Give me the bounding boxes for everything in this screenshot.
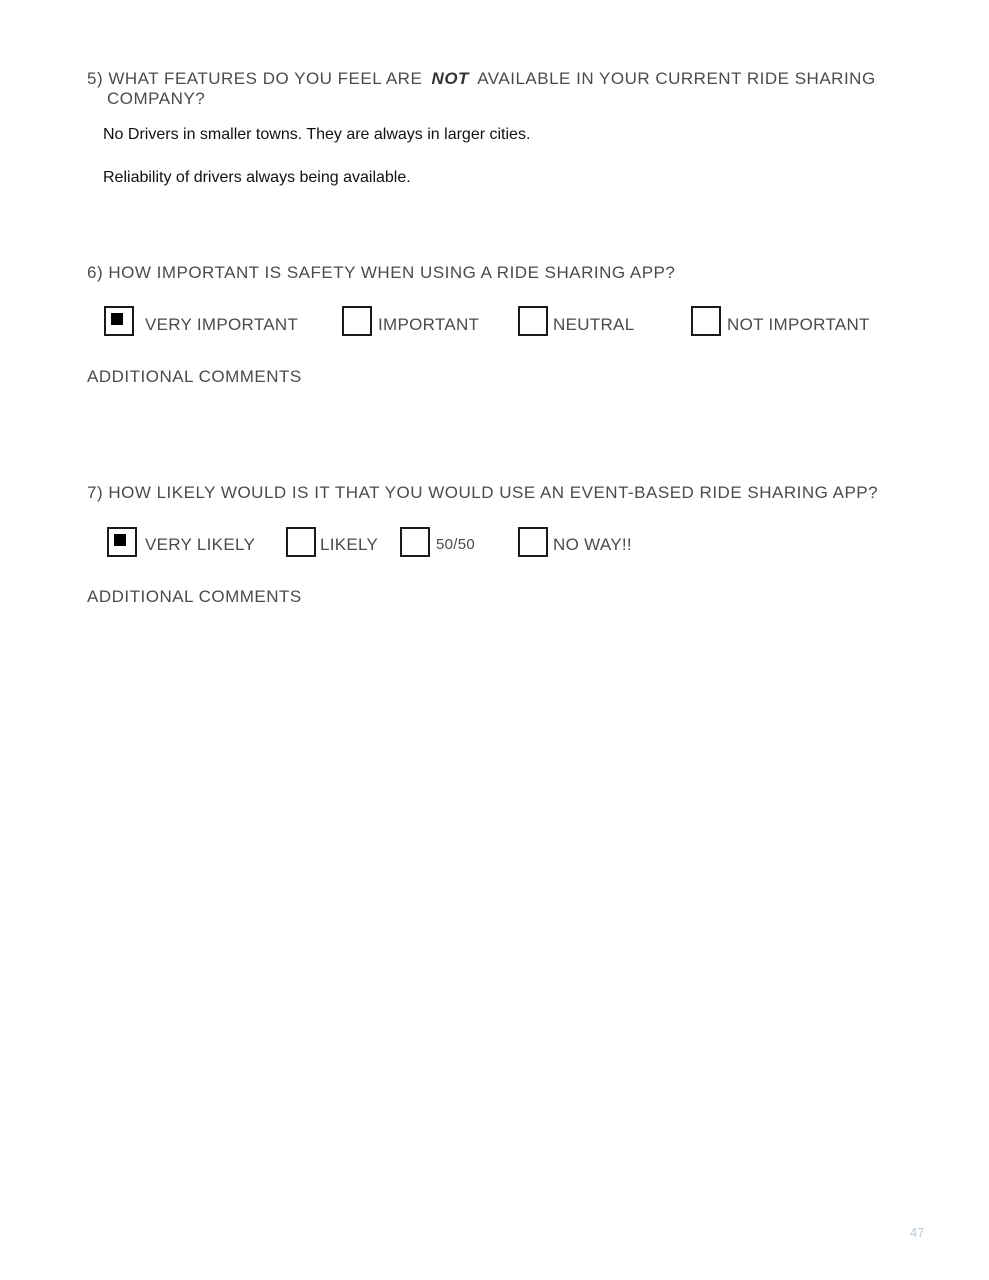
q5-answer-2: Reliability of drivers always being available. bbox=[103, 169, 411, 186]
q5-emphasis: NOT bbox=[431, 69, 469, 88]
q6-option-neutral: NEUTRAL bbox=[553, 315, 635, 334]
q7-checkbox-no-way[interactable] bbox=[518, 527, 548, 557]
q7-option-likely: LIKELY bbox=[320, 535, 379, 554]
q6-option-important: IMPORTANT bbox=[378, 315, 480, 334]
q7-option-no-way: NO WAY!! bbox=[553, 535, 632, 554]
q7-question: 7) HOW LIKELY WOULD IS IT THAT YOU WOULD USE AN EVENT-BASED RIDE SHARING APP? bbox=[87, 483, 879, 502]
q6-checkbox-very-important[interactable] bbox=[104, 306, 134, 336]
q6-checkbox-neutral[interactable] bbox=[518, 306, 548, 336]
q6-option-very-important: VERY IMPORTANT bbox=[145, 315, 299, 334]
q6-question: 6) HOW IMPORTANT IS SAFETY WHEN USING A RIDE SHARING APP? bbox=[87, 263, 676, 282]
q6-comments-label: ADDITIONAL COMMENTS bbox=[87, 367, 302, 386]
q5-question-line2: COMPANY? bbox=[107, 89, 206, 108]
q5-number: 5) bbox=[87, 69, 104, 88]
q5-text-after: AVAILABLE IN YOUR CURRENT RIDE SHARING bbox=[477, 69, 876, 88]
page-number: 47 bbox=[910, 1225, 925, 1240]
q6-checkbox-important[interactable] bbox=[342, 306, 372, 336]
q7-option-very-likely: VERY LIKELY bbox=[145, 535, 256, 554]
q7-checkbox-likely[interactable] bbox=[286, 527, 316, 557]
q7-option-50-50: 50/50 bbox=[436, 536, 476, 553]
q5-question bbox=[87, 69, 876, 89]
q7-comments-label: ADDITIONAL COMMENTS bbox=[87, 587, 302, 606]
q7-checkbox-50-50[interactable] bbox=[400, 527, 430, 557]
q6-checkbox-not-important[interactable] bbox=[691, 306, 721, 336]
q5-answer-1: No Drivers in smaller towns. They are always in larger cities. bbox=[103, 126, 531, 143]
q6-option-not-important: NOT IMPORTANT bbox=[727, 315, 870, 334]
q5-text-before: WHAT FEATURES DO YOU FEEL ARE bbox=[108, 69, 423, 88]
q7-checkbox-very-likely[interactable] bbox=[107, 527, 137, 557]
